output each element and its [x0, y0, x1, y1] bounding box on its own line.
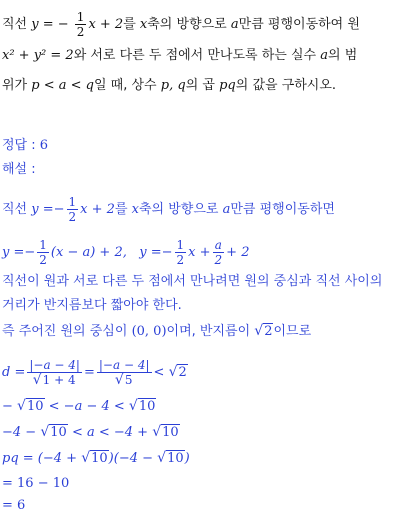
- math-expression: d =: [2, 365, 26, 380]
- square-root: [33, 373, 77, 387]
- fraction: [213, 238, 225, 267]
- question-line-2: [2, 48, 357, 64]
- radical-sign: √: [128, 398, 138, 414]
- math-variable: pq: [219, 78, 236, 93]
- solution-line-8: [2, 424, 180, 441]
- math-expression: < −a − 4 <: [48, 399, 125, 414]
- fraction: [27, 358, 82, 387]
- fraction-denominator: 2: [68, 210, 77, 224]
- math-expression: =: [83, 365, 95, 380]
- solution-line-9: [2, 450, 190, 467]
- radicand: 10: [50, 425, 67, 440]
- radical-sign: √: [157, 450, 167, 466]
- solution-text: 이므로: [273, 324, 312, 339]
- question-text: 위가: [2, 78, 28, 93]
- fraction-numerator: 1: [76, 10, 85, 24]
- radical-sign: √: [32, 372, 42, 388]
- question-text: 의 값을 구하시오.: [235, 78, 337, 93]
- math-expression: y =−: [2, 245, 36, 260]
- math-variable: q: [177, 78, 186, 93]
- radicand: 5: [124, 373, 133, 387]
- answer-line: [2, 138, 48, 154]
- math-expression: < a < −4 +: [71, 425, 149, 440]
- solution-line-4: [2, 298, 182, 314]
- solution-text: 거리가 반지름보다 짧아야 한다.: [2, 298, 182, 313]
- question-line-3: [2, 78, 336, 94]
- answer-label: 정답 :: [2, 138, 40, 153]
- fraction: [67, 195, 79, 224]
- math-variable: x: [131, 202, 139, 217]
- square-root: [169, 364, 188, 381]
- solution-line-7: [2, 398, 156, 415]
- solution-text: 를: [114, 202, 128, 217]
- math-variable: a: [320, 48, 329, 63]
- radical-sign: √: [168, 364, 178, 380]
- math-variable: a: [230, 17, 239, 32]
- square-root: [81, 450, 108, 467]
- solution-text: 이며, 반지름이: [166, 324, 251, 339]
- radical-sign: √: [152, 424, 162, 440]
- solution-text: 즉 주어진 원의 중심이: [2, 324, 128, 339]
- fraction: [97, 358, 152, 387]
- radicand: 10: [167, 451, 184, 466]
- radicand: 10: [91, 451, 108, 466]
- fraction-denominator: 2: [176, 253, 185, 267]
- math-expression: (0, 0): [131, 324, 167, 339]
- square-root: [152, 424, 179, 441]
- math-expression: p < a < q: [31, 78, 94, 93]
- math-variable: p,: [160, 78, 174, 93]
- radicand: 1 + 4: [42, 373, 76, 387]
- solution-line-1: [2, 195, 335, 224]
- solution-line-5: [2, 323, 311, 340]
- fraction: [175, 238, 187, 267]
- square-root: [254, 323, 273, 340]
- question-text: 의 범: [328, 48, 358, 63]
- math-expression: <: [153, 365, 165, 380]
- radicand: 10: [162, 425, 179, 440]
- math-expression: pq = (−4 +: [2, 451, 78, 466]
- question-text: 축의 방향으로: [147, 17, 227, 32]
- math-expression: = 16 − 10: [2, 476, 70, 491]
- question-text: 일 때, 상수: [93, 78, 157, 93]
- square-root: [115, 373, 134, 387]
- math-expression: −4 −: [2, 425, 37, 440]
- fraction-denominator: 2: [76, 25, 85, 39]
- math-expression: (x − a) + 2,: [50, 245, 127, 260]
- radicand: 2: [178, 365, 187, 380]
- solution-text: 만큼 평행이동하면: [230, 202, 335, 217]
- answer-value: 6: [39, 138, 49, 153]
- explanation-label: [2, 162, 36, 178]
- math-variable: a: [222, 202, 231, 217]
- math-variable: x: [139, 17, 148, 32]
- math-expression: ): [184, 451, 190, 466]
- math-expression: −: [2, 399, 13, 414]
- fraction: [75, 10, 87, 39]
- radical-sign: √: [40, 424, 50, 440]
- fraction-denominator: 2: [214, 253, 223, 267]
- math-expression: x + 2: [88, 17, 124, 32]
- math-expression: y =−: [31, 202, 65, 217]
- fraction-numerator: 1: [39, 238, 47, 252]
- fraction-numerator: a: [214, 238, 222, 252]
- math-expression: y = −: [31, 17, 73, 32]
- fraction-numerator: |−a − 4|: [29, 358, 80, 372]
- square-root: [40, 424, 67, 441]
- solution-line-10: [2, 476, 69, 492]
- explanation-heading: 해설 :: [2, 162, 36, 177]
- solution-text: 직선이 원과 서로 다른 두 점에서 만나려면 원의 중심과 직선 사이의: [2, 274, 383, 289]
- solution-line-6: [2, 358, 188, 387]
- question-text: 의 곱: [185, 78, 215, 93]
- radical-sign: √: [114, 372, 124, 388]
- radical-sign: √: [254, 323, 264, 339]
- radical-sign: √: [81, 450, 91, 466]
- question-text: 를: [123, 17, 136, 32]
- fraction-numerator: 1: [176, 238, 185, 252]
- solution-text: 축의 방향으로: [138, 202, 219, 217]
- square-root: [129, 398, 156, 415]
- square-root: [157, 450, 184, 467]
- math-expression: x² + y² = 2: [2, 48, 74, 63]
- solution-line-3: [2, 274, 382, 290]
- radical-sign: √: [17, 398, 26, 414]
- radicand: 10: [26, 399, 44, 414]
- question-line-1: [2, 10, 360, 39]
- math-expression: )(−4 −: [108, 451, 154, 466]
- question-text: 직선: [2, 17, 28, 32]
- question-text: 만큼 평행이동하여 원: [238, 17, 360, 32]
- radicand: 10: [138, 399, 156, 414]
- solution-line-2: [2, 238, 249, 267]
- math-expression: x + 2: [80, 202, 115, 217]
- math-expression: x +: [188, 245, 211, 260]
- math-expression: + 2: [226, 245, 250, 260]
- fraction-denominator: 2: [39, 253, 47, 267]
- fraction: [37, 238, 49, 267]
- solution-line-11: [2, 498, 25, 514]
- radicand: 2: [264, 324, 273, 339]
- fraction-numerator: 1: [68, 195, 77, 209]
- math-expression: = 6: [2, 498, 26, 513]
- math-expression: y =−: [139, 245, 173, 260]
- question-text: 와 서로 다른 두 점에서 만나도록 하는 실수: [73, 48, 317, 63]
- fraction-numerator: |−a − 4|: [98, 358, 150, 372]
- square-root: [17, 398, 44, 415]
- solution-text: 직선: [2, 202, 28, 217]
